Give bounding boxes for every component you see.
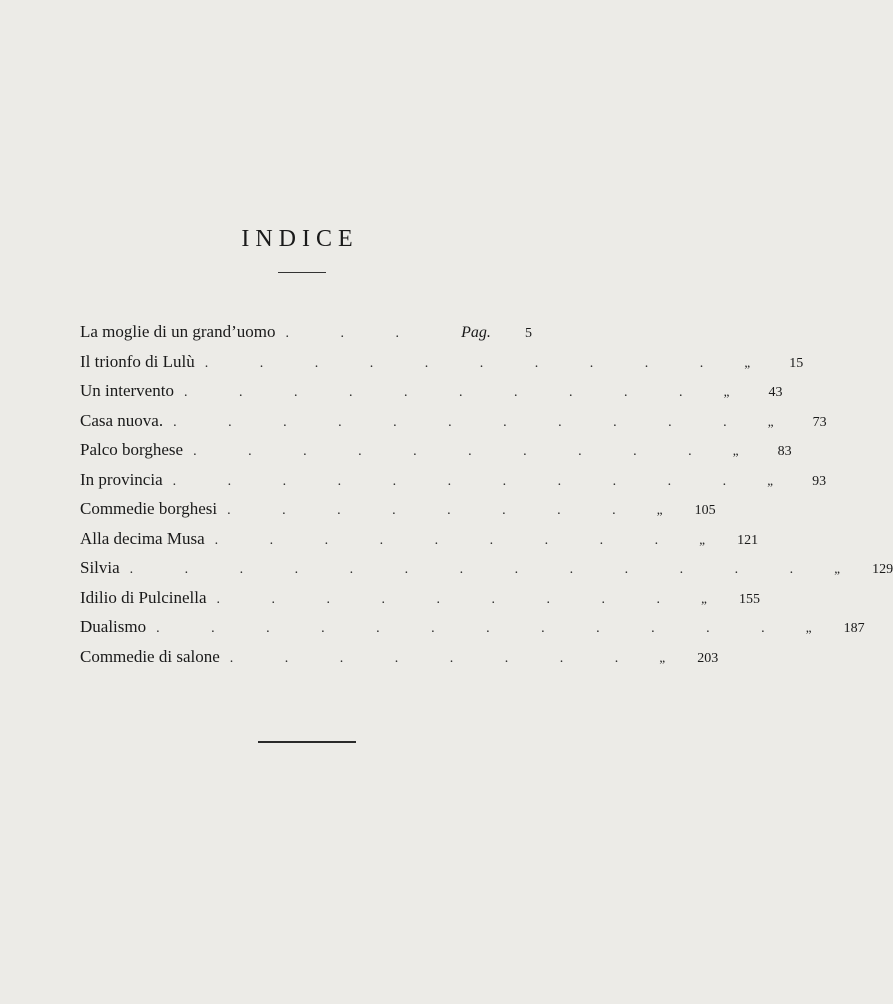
dot-leader: . . . . . . . . . . . . [156, 621, 789, 636]
entry-title: Il trionfo di Lulù [80, 351, 195, 371]
dot-leader: . . . . . . . . . . . [172, 473, 751, 489]
entry-page-number: 43 [768, 385, 783, 400]
entry-page-number: 83 [777, 444, 792, 459]
ditto-mark: „ [723, 384, 730, 399]
ditto-mark: „ [701, 590, 707, 606]
ditto-mark: „ [744, 354, 751, 370]
entry-page-number: 93 [812, 473, 827, 489]
entry-title: La moglie di un grand’uomo [80, 322, 276, 341]
ditto-mark: „ [834, 561, 841, 576]
entry-page-number: 121 [737, 532, 759, 548]
dot-leader: . . . . . . . . . . [183, 385, 707, 400]
toc-entry [80, 410, 827, 441]
entry-title: Commedie borghesi [80, 499, 218, 518]
closing-rule [258, 741, 356, 743]
entry-title: Alla decima Musa [80, 528, 205, 548]
page-heading: INDICE [241, 226, 359, 252]
toc-entry [80, 499, 716, 529]
entry-title: Commedie di salone [80, 646, 220, 666]
ditto-mark: „ [805, 620, 812, 635]
entry-page-number: 105 [694, 503, 716, 518]
entry-page-number: 155 [739, 591, 761, 607]
dot-leader: . . . . . . . . . [214, 532, 683, 548]
dot-leader: . . . . . . . . . . . . . [129, 562, 818, 577]
ditto-mark: „ [767, 413, 774, 429]
toc-entry [80, 617, 865, 647]
toc-entry [80, 587, 761, 618]
entry-title: Casa nuova. [80, 410, 164, 430]
entry-page-number: 203 [697, 650, 719, 666]
toc-entry [80, 440, 792, 470]
table-of-contents [80, 322, 893, 676]
toc-entry [80, 381, 783, 411]
toc-entry [80, 558, 893, 588]
entry-title: Un intervento [80, 381, 174, 400]
entry-page-number: 73 [812, 414, 827, 430]
page-ref: Pag. [461, 324, 491, 341]
toc-entry [80, 646, 719, 677]
entry-title: Palco borghese [80, 440, 184, 459]
dot-leader: . . . . . . . . . . [193, 444, 716, 459]
ditto-mark: „ [659, 649, 666, 665]
entry-title: Idilio di Pulcinella [80, 587, 207, 607]
toc-entry [80, 528, 759, 559]
ditto-mark: „ [767, 472, 773, 488]
dot-leader: . . . . . . . . [227, 503, 640, 518]
ditto-mark: „ [656, 502, 663, 517]
entry-title: In provincia [80, 469, 163, 489]
entry-page-number: 5 [525, 326, 532, 341]
entry-title: Silvia [80, 558, 120, 577]
dot-leader: . . . [285, 326, 423, 341]
toc-entry [80, 351, 804, 382]
entry-title: Dualismo [80, 617, 147, 636]
dot-leader: . . . . . . . . . . . [173, 414, 751, 430]
dot-leader: . . . . . . . . . [216, 591, 685, 607]
toc-entry [80, 469, 827, 500]
dot-leader: . . . . . . . . [229, 650, 643, 666]
ditto-mark: „ [699, 531, 706, 547]
heading-rule [278, 272, 326, 273]
entry-page-number: 129 [872, 562, 893, 577]
entry-page-number: 187 [843, 621, 865, 636]
dot-leader: . . . . . . . . . . [204, 355, 728, 371]
toc-entry [80, 322, 532, 352]
entry-page-number: 15 [789, 355, 804, 371]
ditto-mark: „ [732, 443, 739, 458]
